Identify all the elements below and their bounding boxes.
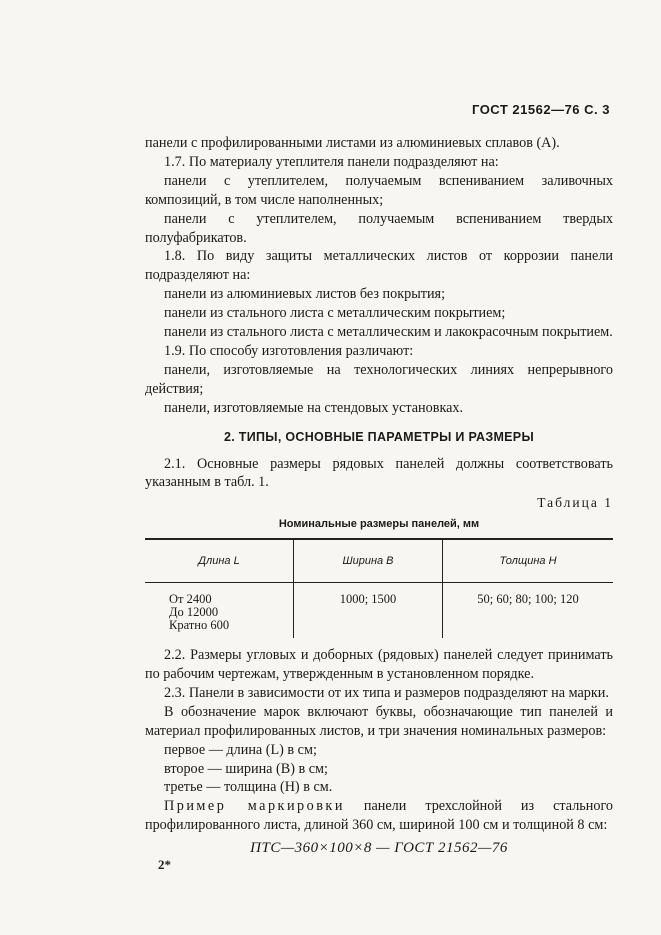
example-text: панели трехслойной из стального профилированного листа, длиной 360 см, шириной 100 см и толщиной 8 см: xyxy=(145,798,613,834)
document-body xyxy=(145,134,613,858)
section1-paragraph: панели из стального листа с металлическим покрытием; xyxy=(164,305,506,322)
length-line: Кратно 600 xyxy=(169,618,230,633)
section1-paragraph: панели с утеплителем, получаемым вспениванием заливочных композиций, в том числе наполненных; xyxy=(145,172,613,208)
section1-paragraph: панели из алюминиевых листов без покрытия; xyxy=(164,286,446,303)
table-title: Номинальные размеры панелей, мм xyxy=(278,518,480,531)
table-cell-length xyxy=(145,583,294,639)
table-cell-thickness: 50; 60; 80; 100; 120 xyxy=(443,583,614,639)
table-cell-width: 1000; 1500 xyxy=(294,583,443,639)
section2-paragraph: второе — ширина (B) в см; xyxy=(164,760,328,777)
paragraph-group-section2 xyxy=(145,646,613,797)
section1-paragraph: 1.9. По способу изготовления различают: xyxy=(164,342,414,359)
section1-paragraph: 1.7. По материалу утеплителя панели подразделяют на: xyxy=(164,153,499,170)
paragraph-2-1: 2.1. Основные размеры рядовых панелей должны соответствовать указанным в табл. 1. xyxy=(145,455,613,491)
table-header-thickness: Толщина H xyxy=(443,539,614,583)
length-line: До 12000 xyxy=(169,605,219,620)
table-row xyxy=(145,583,613,639)
length-line: От 2400 xyxy=(169,592,212,607)
dimensions-table xyxy=(145,538,613,638)
section2-paragraph: третье — толщина (H) в см. xyxy=(164,779,333,796)
section1-paragraph: 1.8. По виду защиты металлических листов от коррозии панели подразделяют на: xyxy=(145,248,613,284)
section1-paragraph: панели, изготовляемые на технологических линиях непрерывного действия; xyxy=(145,361,613,397)
table-header-width: Ширина B xyxy=(294,539,443,583)
running-header: ГОСТ 21562—76 С. 3 xyxy=(472,102,610,117)
section1-paragraph: панели с утеплителем, получаемым вспениванием твердых полуфабрикатов. xyxy=(145,210,613,246)
example-lead: Пример маркировки xyxy=(164,798,345,815)
table-caption: Таблица 1 xyxy=(537,495,613,511)
section2-paragraph: В обозначение марок включают буквы, обозначающие тип панелей и материал профилированных листов, и три значения номинальных размеров: xyxy=(145,703,613,739)
section1-paragraph: панели из стального листа с металлическим и лакокрасочным покрытием. xyxy=(164,324,613,341)
section-heading: 2. ТИПЫ, ОСНОВНЫЕ ПАРАМЕТРЫ И РАЗМЕРЫ xyxy=(224,429,534,444)
section2-paragraph: первое — длина (L) в см; xyxy=(164,741,317,758)
section1-paragraph: панели, изготовляемые на стендовых установках. xyxy=(164,399,464,416)
paragraph-group-section1 xyxy=(145,134,613,418)
table-header-length: Длина L xyxy=(145,539,294,583)
page-mark: 2* xyxy=(158,857,171,872)
section2-paragraph: 2.3. Панели в зависимости от их типа и размеров подразделяют на марки. xyxy=(164,684,609,701)
section1-paragraph: панели с профилированными листами из алюминиевых сплавов (А). xyxy=(145,135,560,151)
marking-formula: ПТС—360×100×8 — ГОСТ 21562—76 xyxy=(250,840,508,857)
example-paragraph xyxy=(145,797,613,835)
section2-paragraph: 2.2. Размеры угловых и доборных (рядовых) панелей следует принимать по рабочим чертежам, утвержденным в установленном порядке. xyxy=(145,647,613,683)
